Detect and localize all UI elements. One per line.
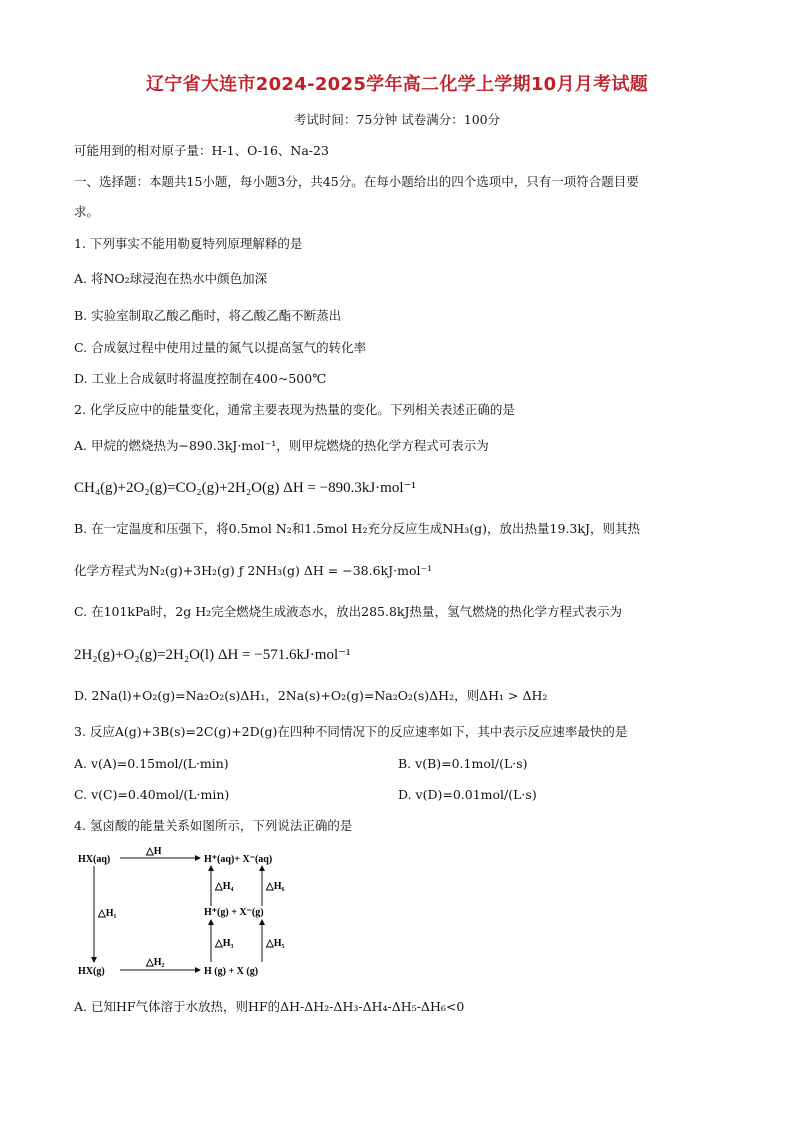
q3-option-b: B. v(B)=0.1mol/(L·s)	[398, 756, 528, 771]
q2-stem: 2. 化学反应中的能量变化，通常主要表现为热量的变化。下列相关表述正确的是	[74, 402, 515, 417]
dh4-label: △H₄	[215, 881, 234, 892]
q3-option-a: A. v(A)=0.15mol/(L·min)	[74, 756, 229, 771]
section-heading: 一、选择题：本题共15小题，每小题3分，共45分。在每小题给出的四个选项中，只有一项符合题目要	[74, 174, 639, 189]
ions-aq-label: H⁺(aq)+ X⁻(aq)	[204, 854, 273, 865]
exam-title: 辽宁省大连市2024-2025学年高二化学上学期10月月考试题	[145, 74, 648, 95]
dh-label: △H	[146, 846, 162, 857]
q1-option-d: D. 工业上合成氨时将温度控制在400~500℃	[74, 371, 327, 386]
q4-stem: 4. 氢卤酸的能量关系如图所示，下列说法正确的是	[74, 818, 353, 833]
q2-option-c: C. 在101kPa时，2g H₂完全燃烧生成液态水，放出285.8kJ热量，氢气燃烧的热化学方程式表示为	[74, 604, 623, 619]
q1-stem: 1. 下列事实不能用勒夏特列原理解释的是	[74, 236, 303, 251]
q2-option-c-equation: 2H₂(g)+O₂(g)=2H₂O(l) ΔH = −571.6kJ·mol⁻¹	[74, 647, 351, 663]
q4-option-a: A. 已知HF气体溶于水放热，则HF的ΔH-ΔH₂-ΔH₃-ΔH₄-ΔH₅-ΔH₆<0	[74, 999, 465, 1014]
hx-aq-label: HX(aq)	[78, 854, 111, 865]
q1-option-a: A. 将NO₂球浸泡在热水中颜色加深	[74, 271, 268, 286]
atomic-mass-note: 可能用到的相对原子量：H-1、O-16、Na-23	[74, 143, 329, 158]
q3-option-d: D. v(D)=0.01mol/(L·s)	[398, 787, 537, 802]
dh3-label: △H₃	[215, 938, 234, 949]
dh2-label: △H₂	[146, 957, 165, 968]
q2-option-b-equation: 化学方程式为N₂(g)+3H₂(g) ƒ 2NH₃(g) ΔH = −38.6kJ·mol⁻¹	[74, 563, 433, 578]
section-heading-cont: 求。	[74, 204, 100, 219]
q2-option-b: B. 在一定温度和压强下，将0.5mol N₂和1.5mol H₂充分反应生成NH₃(g)，放出热量19.3kJ，则其热	[74, 521, 640, 536]
q2-option-d: D. 2Na(l)+O₂(g)=Na₂O₂(s)ΔH₁，2Na(s)+O₂(g)=Na₂O₂(s)ΔH₂，则ΔH₁ > ΔH₂	[74, 688, 548, 703]
q1-option-c: C. 合成氨过程中使用过量的氮气以提高氢气的转化率	[74, 340, 367, 355]
energy-cycle-diagram	[74, 844, 304, 984]
hx-g-label: HX(g)	[78, 966, 105, 977]
q1-option-b: B. 实验室制取乙酸乙酯时，将乙酸乙酯不断蒸出	[74, 308, 342, 323]
q2-option-a: A. 甲烷的燃烧热为−890.3kJ·mol⁻¹，则甲烷燃烧的热化学方程式可表示为	[74, 438, 489, 453]
ions-g-label: H⁺(g) + X⁻(g)	[204, 907, 264, 918]
q2-option-a-equation: CH₄(g)+2O₂(g)=CO₂(g)+2H₂O(g) ΔH = −890.3kJ·mol⁻¹	[74, 480, 416, 496]
q3-option-c: C. v(C)=0.40mol/(L·min)	[74, 787, 230, 802]
q3-stem: 3. 反应A(g)+3B(s)=2C(g)+2D(g)在四种不同情况下的反应速率如下，其中表示反应速率最快的是	[74, 724, 628, 739]
dh6-label: △H₆	[266, 881, 285, 892]
atoms-g-label: H (g) + X (g)	[204, 966, 259, 977]
exam-subtitle: 考试时间：75分钟 试卷满分：100分	[293, 112, 501, 127]
dh1-label: △H₁	[98, 908, 117, 919]
dh5-label: △H₅	[266, 938, 285, 949]
